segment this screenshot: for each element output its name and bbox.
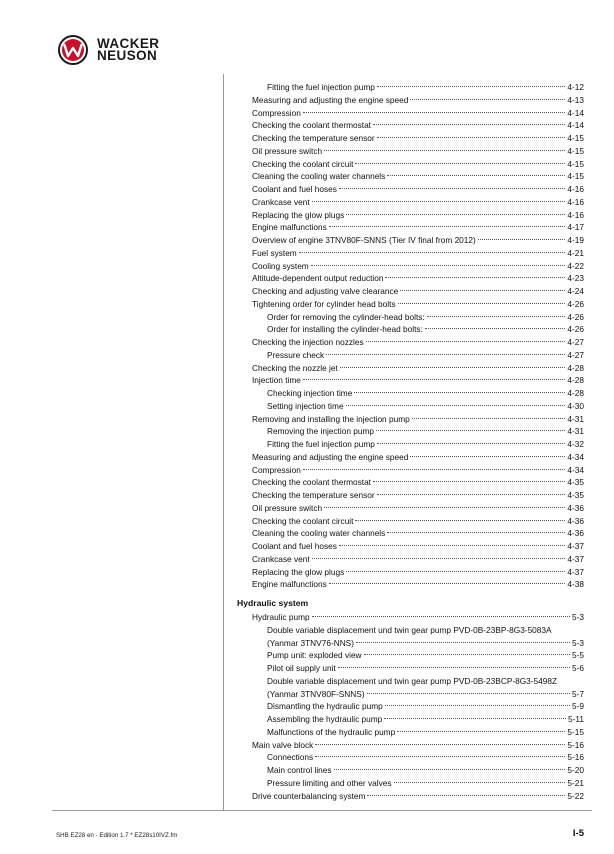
toc-entry-title: Checking the coolant circuit	[252, 515, 354, 526]
toc-leader-dots	[315, 756, 565, 757]
section-heading[interactable]	[0, 596, 614, 611]
toc-entry-page: 5-15	[567, 726, 584, 737]
toc-leader-dots	[339, 188, 566, 189]
toc-entry-page: 4-34	[567, 451, 584, 462]
wacker-neuson-logo-icon	[58, 35, 88, 65]
toc-entry-page: 5-3	[572, 637, 584, 648]
toc-entry-page: 4-16	[567, 196, 584, 207]
toc-entry-title: Connections	[267, 752, 314, 763]
toc-entry-page: 5-16	[567, 739, 584, 750]
toc-entry-title: Overview of engine 3TNV80F-SNNS (Tier IV final from 2012)	[252, 235, 476, 245]
toc-entry-wrapped-line[interactable]: Double variable displacement und twin gear pump PVD-0B-23BP-8G3-5083A	[267, 624, 552, 635]
section-heading-title: Hydraulic system	[237, 596, 308, 611]
toc-entry-page: 4-30	[567, 400, 584, 411]
toc-entry-page: 5-16	[567, 752, 584, 763]
toc-entry-title: Checking injection time	[267, 388, 353, 398]
toc-entry[interactable]	[0, 515, 614, 528]
toc-entry-title: Assembling the hydraulic pump	[267, 714, 383, 724]
toc-leader-dots	[329, 583, 566, 584]
toc-entry[interactable]	[0, 362, 614, 375]
toc-entry[interactable]	[0, 81, 614, 94]
toc-entry-title: Fitting the fuel injection pump	[267, 439, 375, 449]
toc-entry[interactable]	[0, 502, 614, 515]
toc-entry[interactable]	[0, 527, 614, 540]
toc-entry-page: 4-26	[567, 298, 584, 309]
toc-entry-page: 4-28	[567, 375, 584, 386]
toc-entry-title: Pilot oil supply unit	[267, 663, 336, 673]
toc-entry[interactable]	[0, 489, 614, 502]
toc-entry-title: Coolant and fuel hoses	[252, 541, 337, 551]
toc-entry-title: Order for removing the cylinder-head bolts:	[267, 311, 425, 322]
toc-entry[interactable]	[0, 413, 614, 426]
toc-leader-dots	[410, 99, 565, 100]
toc-entry-title: Pressure limiting and other valves	[267, 777, 392, 788]
toc-entry-page: 4-38	[567, 579, 584, 590]
toc-entry[interactable]	[0, 196, 614, 209]
toc-leader-dots	[326, 354, 565, 355]
toc-entry[interactable]	[0, 311, 614, 324]
toc-leader-dots	[303, 379, 566, 380]
toc-entry[interactable]	[0, 323, 614, 336]
toc-entry-page: 4-28	[567, 362, 584, 373]
toc-entry[interactable]	[0, 400, 614, 413]
toc-entry-title: Hydraulic pump	[252, 612, 310, 622]
toc-entry-page: 5-3	[572, 612, 584, 622]
toc-leader-dots	[299, 252, 566, 253]
toc-entry-page: 5-21	[567, 777, 584, 788]
toc-entry-page: 4-35	[567, 490, 584, 500]
toc-entry-page: 4-24	[567, 286, 584, 296]
toc-entry[interactable]	[0, 298, 614, 311]
toc-entry-page: 4-14	[567, 107, 584, 118]
toc-entry-title: Cooling system	[252, 260, 309, 271]
toc-entry[interactable]	[0, 777, 614, 790]
toc-entry-page: 5-6	[572, 663, 584, 673]
toc-leader-dots	[340, 367, 566, 368]
toc-entry[interactable]	[0, 662, 614, 675]
toc-entry[interactable]	[0, 649, 614, 662]
brand-line-2: NEUSON	[97, 48, 158, 63]
toc-entry[interactable]	[0, 764, 614, 777]
toc-entry[interactable]	[0, 464, 614, 477]
toc-entry-title: Measuring and adjusting the engine speed	[252, 94, 409, 105]
toc-entry[interactable]	[0, 611, 614, 624]
toc-entry-title: Replacing the glow plugs	[252, 566, 345, 577]
toc-entry-title: Drive counterbalancing system	[252, 790, 366, 801]
toc-leader-dots	[385, 705, 570, 706]
toc-entry-title: Tightening order for cylinder head bolts	[252, 298, 396, 309]
toc-entry-title: Engine malfunctions	[252, 579, 327, 590]
toc-leader-dots	[398, 303, 566, 304]
brand-logo	[58, 35, 159, 65]
toc-entry-page: 4-35	[567, 477, 584, 488]
toc-entry-page: 4-12	[567, 82, 584, 92]
toc-entry[interactable]	[0, 790, 614, 803]
toc-entry[interactable]	[0, 221, 614, 234]
toc-leader-dots	[346, 405, 566, 406]
toc-leader-dots	[346, 214, 565, 215]
toc-entry-page: 4-31	[567, 426, 584, 437]
toc-entry-page: 4-36	[567, 528, 584, 539]
toc-entry[interactable]	[0, 336, 614, 349]
toc-entry-title: Setting injection time	[267, 400, 344, 411]
toc-leader-dots	[354, 392, 565, 393]
toc-entry-page: 4-26	[567, 311, 584, 322]
footer-document-info: SHB EZ28 en - Edition 1.7 * EZ28s10IVZ.fm	[56, 832, 178, 839]
toc-entry[interactable]	[0, 713, 614, 726]
toc-leader-dots	[397, 731, 565, 732]
brand-name	[97, 38, 159, 62]
toc-entry-title: Compression	[252, 107, 301, 118]
toc-leader-dots	[410, 456, 565, 457]
toc-entry[interactable]	[0, 637, 614, 650]
toc-entry-title: Fitting the fuel injection pump	[267, 82, 375, 92]
toc-leader-dots	[324, 507, 565, 508]
toc-entry-page: 4-26	[567, 324, 584, 335]
toc-entry[interactable]	[0, 688, 614, 701]
toc-entry-page: 4-17	[567, 222, 584, 233]
toc-entry-page: 4-37	[567, 566, 584, 577]
toc-entry-page: 4-16	[567, 209, 584, 220]
toc-leader-dots	[367, 693, 570, 694]
toc-leader-dots	[377, 443, 565, 444]
toc-entry-title: Crankcase vent	[252, 196, 310, 207]
toc-entry-title: Removing and installing the injection pump	[252, 413, 410, 424]
toc-entry[interactable]	[0, 247, 614, 260]
toc-entry-page: 4-34	[567, 464, 584, 475]
toc-leader-dots	[311, 265, 566, 266]
toc-leader-dots	[303, 112, 566, 113]
toc-engine-entries	[0, 81, 614, 591]
toc-leader-dots	[384, 718, 566, 719]
toc-leader-dots	[387, 532, 565, 533]
toc-entry-title: Compression	[252, 464, 301, 475]
toc-entry[interactable]	[0, 158, 614, 171]
toc-entry-title: Fuel system	[252, 247, 297, 258]
toc-entry-page: 4-37	[567, 541, 584, 551]
footer-page-number: I-5	[572, 828, 584, 839]
toc-entry-title: Checking and adjusting valve clearance	[252, 286, 399, 296]
toc-entry-page: 4-14	[567, 120, 584, 131]
toc-entry[interactable]	[0, 374, 614, 387]
toc-leader-dots	[427, 316, 566, 317]
toc-entry[interactable]	[0, 272, 614, 285]
toc-entry-title: Replacing the glow plugs	[252, 209, 345, 220]
toc-entry[interactable]	[0, 107, 614, 120]
toc-leader-dots	[377, 86, 565, 87]
toc-entry-title: Cleaning the cooling water channels	[252, 528, 386, 539]
toc-leader-dots	[425, 328, 566, 329]
toc-entry-page: 4-21	[567, 247, 584, 258]
toc-leader-dots	[303, 469, 566, 470]
toc-leader-dots	[346, 571, 565, 572]
toc-entry[interactable]	[0, 285, 614, 298]
toc-entry-page: 4-15	[567, 145, 584, 156]
toc-entry[interactable]	[0, 553, 614, 566]
toc-entry[interactable]	[0, 387, 614, 400]
toc-leader-dots	[355, 163, 565, 164]
toc-entry[interactable]	[0, 119, 614, 132]
toc-hydraulic-entries-c	[0, 700, 614, 802]
toc-hydraulic-entries-b	[0, 649, 614, 675]
toc-entry[interactable]	[0, 132, 614, 145]
toc-entry-page: 4-13	[567, 94, 584, 105]
toc-entry[interactable]	[0, 209, 614, 222]
toc-entry-title: Malfunctions of the hydraulic pump	[267, 726, 396, 737]
toc-entry[interactable]	[0, 349, 614, 362]
toc-entry-page: 5-11	[568, 714, 584, 724]
toc-leader-dots	[312, 201, 566, 202]
toc-leader-dots	[355, 520, 565, 521]
toc-entry-page: 5-7	[572, 688, 584, 699]
toc-leader-dots	[394, 782, 566, 783]
toc-entry-title: Measuring and adjusting the engine speed	[252, 451, 409, 462]
toc-entry-page: 4-31	[567, 413, 584, 424]
toc-leader-dots	[334, 769, 566, 770]
toc-entry-title: Main valve block	[252, 739, 314, 750]
toc-leader-dots	[478, 239, 566, 240]
toc-leader-dots	[412, 418, 566, 419]
toc-entry-title: Crankcase vent	[252, 553, 310, 564]
toc-entry-title: Altitude-dependent output reduction	[252, 273, 384, 284]
toc-leader-dots	[324, 150, 565, 151]
toc-leader-dots	[338, 667, 570, 668]
toc-entry-title: Coolant and fuel hoses	[252, 184, 337, 194]
toc-entry[interactable]	[0, 726, 614, 739]
toc-entry-page: 4-27	[567, 337, 584, 347]
toc-leader-dots	[364, 654, 570, 655]
toc-leader-dots	[387, 175, 565, 176]
toc-entry-page: 5-5	[572, 650, 584, 661]
toc-entry-page: 4-15	[567, 133, 584, 143]
brand-line-1: WACKER	[97, 36, 160, 51]
toc-entry-page: 4-28	[567, 388, 584, 398]
toc-entry-page: 4-19	[567, 235, 584, 245]
toc-entry-page: 5-20	[567, 765, 584, 775]
toc-entry-page: 4-16	[567, 184, 584, 194]
toc-leader-dots	[315, 744, 565, 745]
toc-leader-dots	[400, 290, 565, 291]
toc-entry-title: Pressure check	[267, 349, 325, 360]
toc-entry-title: Injection time	[252, 375, 301, 386]
toc-entry-page: 4-36	[567, 515, 584, 526]
toc-entry[interactable]	[0, 94, 614, 107]
toc-leader-dots	[373, 124, 565, 125]
toc-entry-page: 4-37	[567, 553, 584, 564]
toc-entry-page: 4-15	[567, 158, 584, 169]
toc-entry[interactable]	[0, 578, 614, 591]
toc-leader-dots	[377, 137, 566, 138]
toc-leader-dots	[373, 481, 565, 482]
toc-entry-title: Checking the temperature sensor	[252, 490, 375, 500]
toc-entry[interactable]	[0, 566, 614, 579]
toc-entry[interactable]	[0, 425, 614, 438]
toc-leader-dots	[312, 616, 570, 617]
toc-entry-title: Main control lines	[267, 765, 332, 775]
toc-entry-wrapped-line[interactable]: Double variable displacement und twin gear pump PVD-0B-23BCP-8G3-5498Z	[267, 675, 558, 686]
toc-entry-page: 4-15	[567, 171, 584, 182]
toc-entry-title: Checking the temperature sensor	[252, 133, 375, 143]
toc-entry[interactable]	[0, 260, 614, 273]
toc-entry-title: Order for installing the cylinder-head bolts:	[267, 324, 423, 335]
toc-entry[interactable]	[0, 540, 614, 553]
toc-entry-title: Engine malfunctions	[252, 222, 327, 233]
toc-leader-dots	[377, 494, 566, 495]
toc-leader-dots	[312, 558, 566, 559]
toc-entry-page: 4-23	[567, 273, 584, 284]
toc-leader-dots	[376, 430, 565, 431]
toc-entry-title: Checking the coolant thermostat	[252, 477, 371, 488]
toc-entry[interactable]	[0, 751, 614, 764]
toc-entry-title: Removing the injection pump	[267, 426, 374, 437]
toc-entry-title: Cleaning the cooling water channels	[252, 171, 386, 182]
toc-entry-title: Pump unit: exploded view	[267, 650, 362, 661]
toc-entry-title: Checking the nozzle jet	[252, 362, 338, 373]
toc-leader-dots	[356, 642, 570, 643]
toc-leader-dots	[366, 341, 566, 342]
toc-entry-title: (Yanmar 3TNV80F-SNNS)	[267, 688, 365, 699]
toc-leader-dots	[339, 545, 566, 546]
toc-entry-title: Checking the coolant circuit	[252, 158, 354, 169]
toc-entry-title: Oil pressure switch	[252, 502, 323, 513]
toc-leader-dots	[385, 277, 565, 278]
toc-entry[interactable]	[0, 451, 614, 464]
toc-entry-page: 4-22	[567, 260, 584, 271]
toc-leader-dots	[367, 795, 565, 796]
toc-entry-page: 5-9	[572, 701, 584, 712]
toc-entry-title: Oil pressure switch	[252, 145, 323, 156]
table-of-contents	[0, 81, 614, 802]
toc-entry[interactable]	[0, 170, 614, 183]
toc-entry-page: 5-22	[567, 790, 584, 801]
toc-entry[interactable]	[0, 476, 614, 489]
toc-entry[interactable]	[0, 700, 614, 713]
toc-entry-page: 4-36	[567, 502, 584, 513]
toc-leader-dots	[329, 226, 566, 227]
toc-entry-page: 4-32	[567, 439, 584, 449]
toc-entry-title: Dismantling the hydraulic pump	[267, 701, 383, 712]
toc-entry[interactable]	[0, 145, 614, 158]
footer-rule	[52, 810, 592, 811]
toc-entry[interactable]	[0, 739, 614, 752]
toc-entry-page: 4-27	[567, 349, 584, 360]
toc-entry-title: Checking the injection nozzles	[252, 337, 364, 347]
toc-entry[interactable]	[0, 438, 614, 451]
toc-entry-title: (Yanmar 3TNV76-NNS)	[267, 637, 354, 648]
toc-entry[interactable]	[0, 183, 614, 196]
toc-entry-title: Checking the coolant thermostat	[252, 120, 371, 131]
toc-entry[interactable]	[0, 234, 614, 247]
